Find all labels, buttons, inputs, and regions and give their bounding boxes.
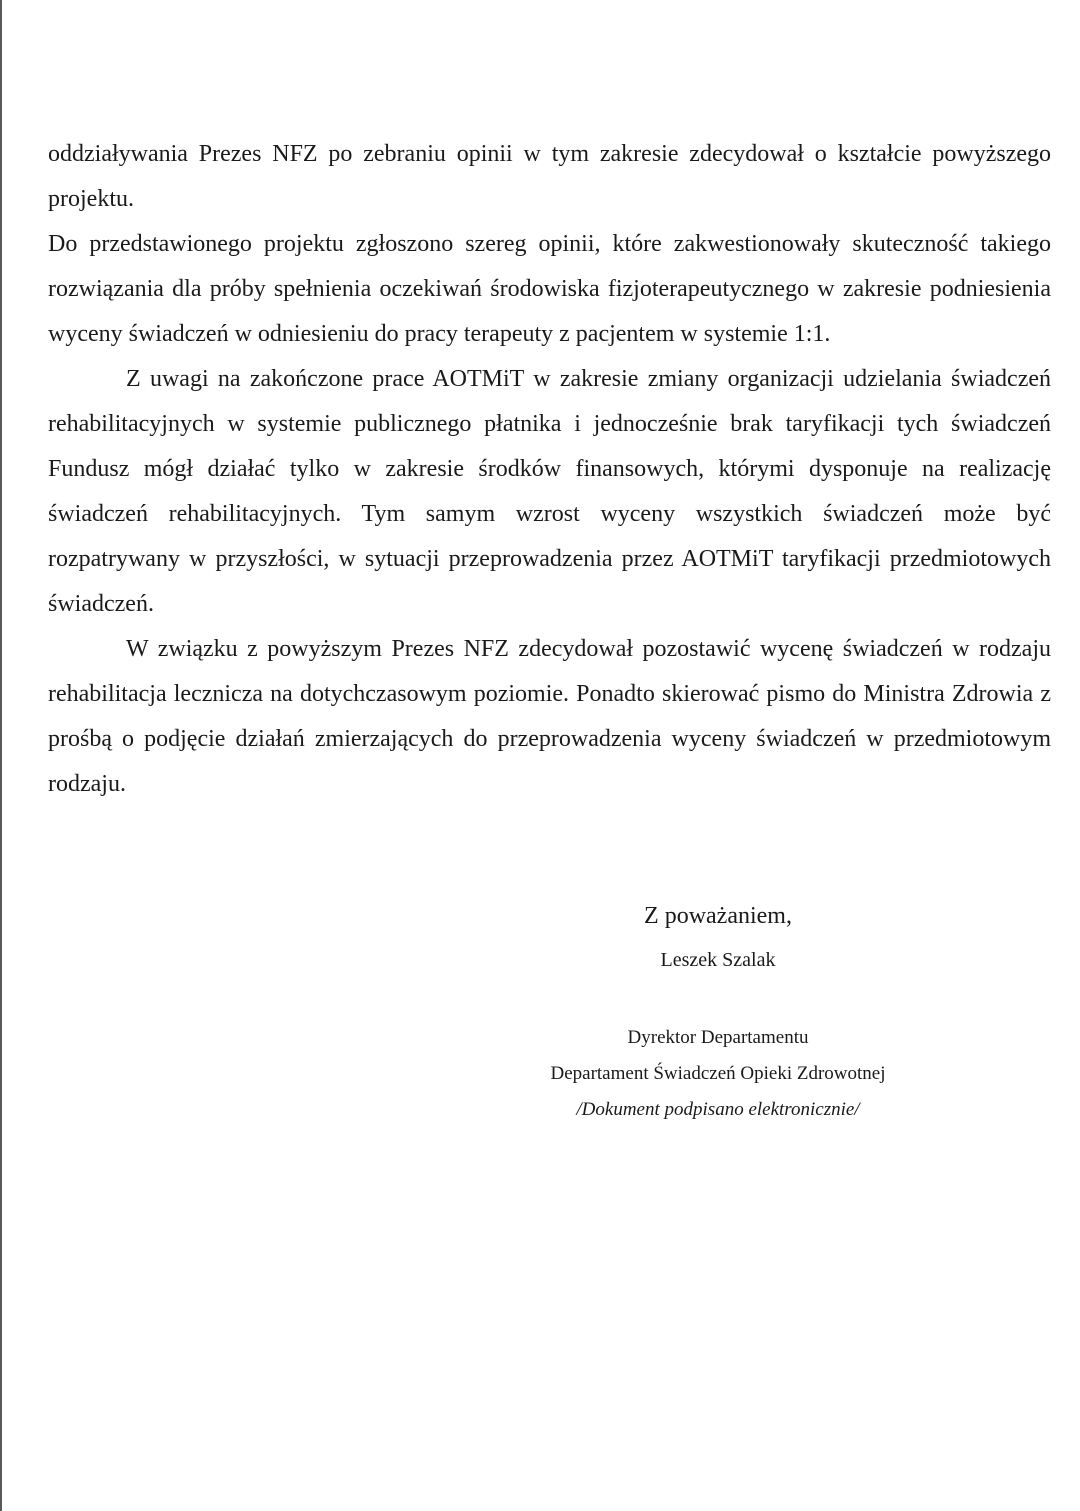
electronic-signature-note: /Dokument podpisano elektronicznie/	[576, 1099, 860, 1120]
signer-department: Departament Świadczeń Opieki Zdrowotnej	[550, 1063, 886, 1084]
signer-title: Dyrektor Departamentu	[627, 1027, 809, 1048]
signer-name: Leszek Szalak	[660, 949, 776, 971]
letter-body	[48, 132, 1051, 807]
paragraph-aotmit: Z uwagi na zakończone prace AOTMiT w zakresie zmiany organizacji udzielania świadczeń rehabilitacyjnych w systemie publicznego płatnika i jednocześnie brak taryfikacji tych świadczeń Fundusz mógł działać tylko w zakresie środków finansowych, którymi dysponuje na realizację świadczeń rehabilitacyjnych. Tym samym wzrost wyceny wszystkich świadczeń może być rozpatrywany w przyszłości, w sytuacji przeprowadzenia przez AOTMiT taryfikacji przedmiotowych świadczeń.	[48, 366, 1051, 617]
signature-block	[498, 1020, 938, 1128]
paragraph-decision: W związku z powyższym Prezes NFZ zdecydował pozostawić wycenę świadczeń w rodzaju rehabilitacja lecznicza na dotychczasowym poziomie. Ponadto skierować pismo do Ministra Zdrowia z prośbą o podjęcie działań zmierzających do przeprowadzenia wyceny świadczeń w przedmiotowym rodzaju.	[48, 636, 1051, 797]
paragraph-continuation: oddziaływania Prezes NFZ po zebraniu opinii w tym zakresie zdecydował o kształcie powyższego projektu.	[48, 141, 1051, 212]
closing-greeting: Z poważaniem,	[644, 903, 792, 929]
paragraph-opinions: Do przedstawionego projektu zgłoszono szereg opinii, które zakwestionowały skuteczność takiego rozwiązania dla próby spełnienia oczekiwań środowiska fizjoterapeutycznego w zakresie podniesienia wyceny świadczeń w odniesieniu do pracy terapeuty z pacjentem w systemie 1:1.	[48, 231, 1051, 347]
